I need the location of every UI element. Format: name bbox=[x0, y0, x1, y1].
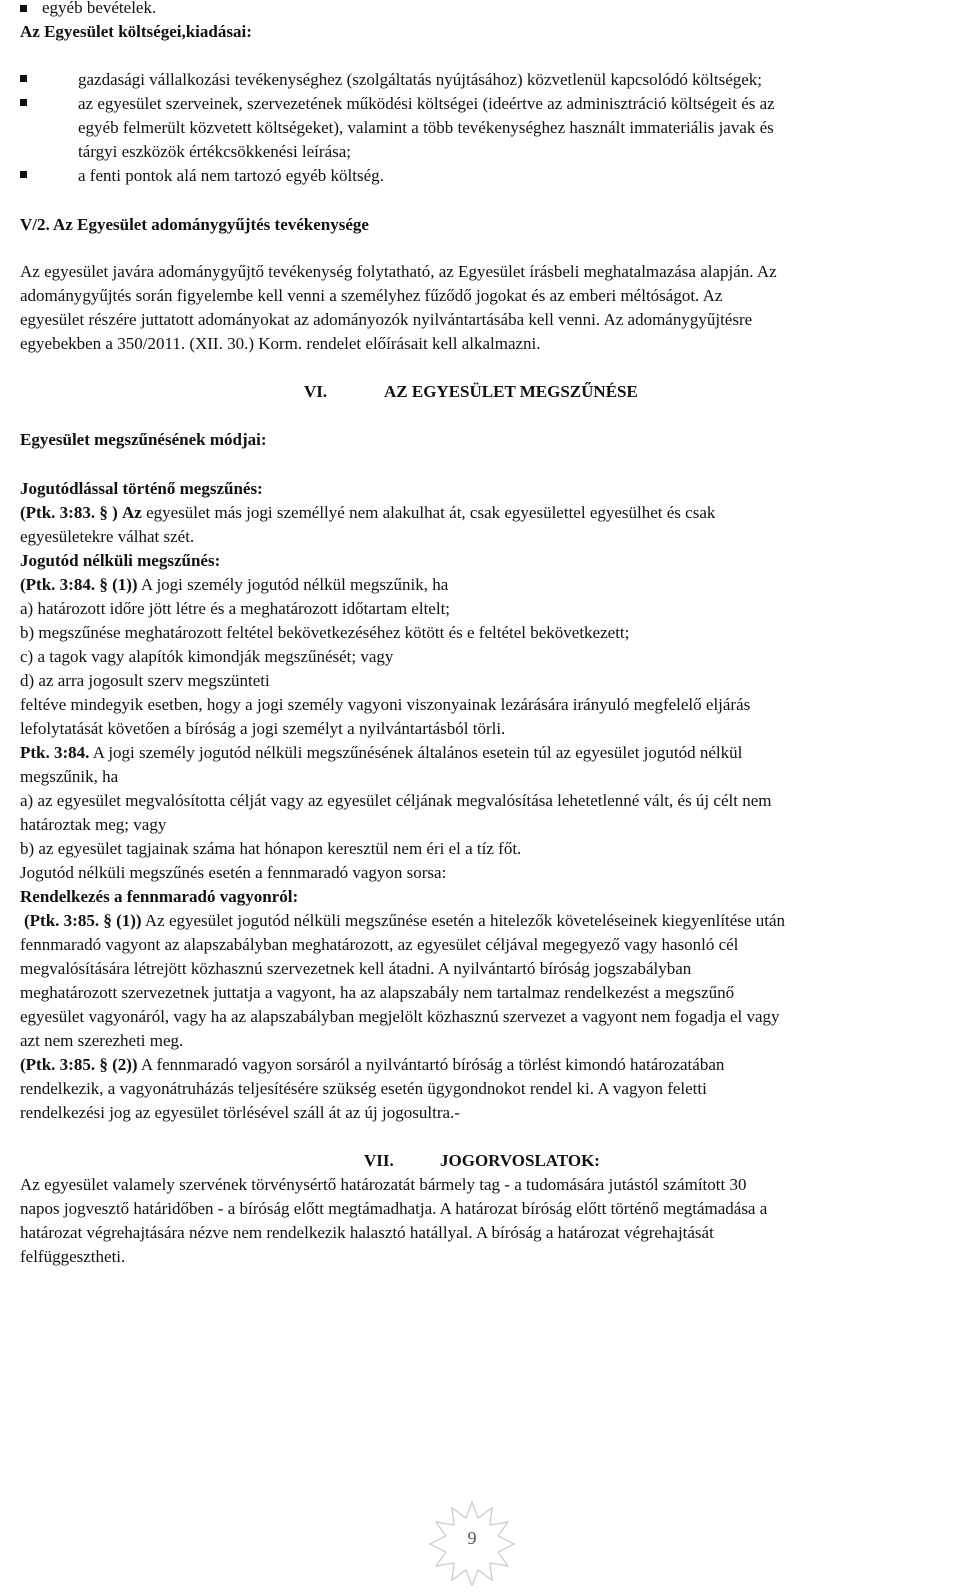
paragraph-line: rendelkezési jog az egyesület törlésével száll át az új jogosultra.- bbox=[20, 1103, 460, 1122]
legal-reference: (Ptk. 3:83. bbox=[20, 503, 96, 522]
paragraph-line: felfüggesztheti. bbox=[20, 1247, 126, 1266]
paragraph-line: egyebekben a 350/2011. (XII. 30.) Korm. rendelet előírásait kell alkalmazni. bbox=[20, 334, 541, 353]
paragraph-line: Az egyesület javára adománygyűjtő tevékenység folytatható, az Egyesület írásbeli meghatalmazása alapján. Az bbox=[20, 262, 777, 281]
paragraph-sign: § bbox=[99, 575, 108, 594]
residual-ref1-line bbox=[24, 909, 785, 933]
costs-heading: Az Egyesület költségei,kiadásai: bbox=[20, 22, 252, 41]
residual-text: Az egyesület jogutód nélküli megszűnése esetén a hitelezők követeléseinek kiegyenlítése után bbox=[144, 911, 785, 930]
paragraph-sign: § bbox=[103, 911, 112, 930]
list-item-continued: tárgyi eszközök értékcsökkenési leírása; bbox=[78, 142, 351, 161]
no-succession-heading: Jogutód nélküli megszűnés: bbox=[20, 551, 221, 570]
paragraph-line: a) határozott időre jött létre és a meghatározott időtartam eltelt; bbox=[20, 599, 451, 618]
list-item: a fenti pontok alá nem tartozó egyéb költség. bbox=[78, 166, 384, 185]
list-item: gazdasági vállalkozási tevékenységhez (szolgáltatás nyújtásához) közvetlenül kapcsolódó költségek; bbox=[78, 70, 763, 89]
paragraph-line: azt nem szerezheti meg. bbox=[20, 1031, 184, 1050]
section-number-vii: VII. bbox=[364, 1151, 394, 1170]
ptk-384-text: A jogi személy jogutód nélküli megszűnésének általános esetein túl az egyesület jogutód nélkül bbox=[92, 743, 743, 762]
succession-ref-line bbox=[20, 501, 715, 525]
legal-reference: (Ptk. 3:85. bbox=[20, 1055, 96, 1074]
legal-reference: Ptk. 3:84. bbox=[20, 743, 90, 762]
residual-heading: Rendelkezés a fennmaradó vagyonról: bbox=[20, 887, 299, 906]
page-number-badge bbox=[428, 1498, 516, 1586]
paragraph-line: egyesület részére juttatott adományokat az adományozók nyilvántartásába kell venni. Az adománygyűjtésre bbox=[20, 310, 753, 329]
section-title-vi: AZ EGYESÜLET MEGSZŰNÉSE bbox=[384, 382, 638, 401]
section-heading-v2: V/2. Az Egyesület adománygyűjtés tevékenysége bbox=[20, 215, 369, 234]
paragraph-line: feltéve mindegyik esetben, hogy a jogi személy vagyoni viszonyainak lezárására irányuló megfelelő eljárás bbox=[20, 695, 751, 714]
paragraph-line: meghatározott szervezetnek juttatja a vagyont, ha az alapszabály nem tartalmaz rendelkezést a megszűnő bbox=[20, 983, 735, 1002]
residual-text: A fennmaradó vagyon sorsáról a nyilvántartó bíróság a törlést kimondó határozatában bbox=[140, 1055, 725, 1074]
subsection: (2)) bbox=[112, 1055, 138, 1074]
list-item: az egyesület szerveinek, szervezetének működési költségei (ideértve az adminisztráció költségeit és az bbox=[78, 94, 775, 113]
bullet-icon bbox=[20, 171, 27, 178]
legal-reference: (Ptk. 3:84. bbox=[20, 575, 96, 594]
paragraph-line: Jogutód nélküli megszűnés esetén a fennmaradó vagyon sorsa: bbox=[20, 863, 447, 882]
paragraph-line: b) megszűnése meghatározott feltétel bekövetkezéséhez kötött és e feltétel bekövetkezett; bbox=[20, 623, 630, 642]
section-title-vii: JOGORVOSLATOK: bbox=[440, 1151, 600, 1170]
paren: ) bbox=[112, 503, 118, 522]
paragraph-line: Az egyesület valamely szervének törvénysértő határozatát bármely tag - a tudomására jutástól számított 30 bbox=[20, 1175, 747, 1194]
paragraph-line: c) a tagok vagy alapítók kimondják megszűnését; vagy bbox=[20, 647, 394, 666]
list-item-continued: egyéb felmerült közvetett költségeket), valamint a több tevékenységhez használt immateriális javak és bbox=[78, 118, 774, 137]
no-succession-intro: A jogi személy jogutód nélkül megszűnik, ha bbox=[140, 575, 449, 594]
succession-heading: Jogutódlással történő megszűnés: bbox=[20, 479, 263, 498]
paragraph-line: megszűnik, ha bbox=[20, 767, 119, 786]
bullet-icon bbox=[20, 75, 27, 82]
subsection: (1)) bbox=[116, 911, 142, 930]
page-number: 9 bbox=[467, 1528, 477, 1548]
list-item: egyéb bevételek. bbox=[42, 0, 157, 17]
paragraph-line: határoztak meg; vagy bbox=[20, 815, 167, 834]
bullet-icon bbox=[20, 5, 27, 12]
legal-reference: (Ptk. 3:85. bbox=[24, 911, 100, 930]
paragraph-sign: § bbox=[99, 503, 108, 522]
paragraph-line: rendelkezik, a vagyonátruházás teljesítésére szükség esetén ügygondnokot rendel ki. A vagyon feletti bbox=[20, 1079, 707, 1098]
bold-start: Az bbox=[122, 503, 142, 522]
paragraph-line: megvalósítására létrejött közhasznú szervezetnek kell átadni. A nyilvántartó bíróság jogszabályban bbox=[20, 959, 692, 978]
paragraph-line: határozat végrehajtására nézve nem rendelkezik halasztó hatállyal. A bíróság a határozat végrehajtását bbox=[20, 1223, 714, 1242]
termination-mode-heading: Egyesület megszűnésének módjai: bbox=[20, 430, 267, 449]
paragraph-line: egyesületekre válhat szét. bbox=[20, 527, 195, 546]
ptk-384-line bbox=[20, 741, 742, 765]
no-succession-ref-line bbox=[20, 573, 448, 597]
bullet-icon bbox=[20, 99, 27, 106]
paragraph-line: egyesület vagyonáról, vagy ha az alapszabályban megjelölt közhasznú szervezet a vagyont nem fogadja el vagy bbox=[20, 1007, 780, 1026]
paragraph-line: a) az egyesület megvalósította célját vagy az egyesület céljának megvalósítása lehetetlenné vált, és új célt nem bbox=[20, 791, 772, 810]
paragraph-line: b) az egyesület tagjainak száma hat hónapon keresztül nem éri el a tíz főt. bbox=[20, 839, 522, 858]
paragraph-line: lefolytatását követően a bíróság a jogi személyt a nyilvántartásból törli. bbox=[20, 719, 506, 738]
paragraph-line: napos jogvesztő határidőben - a bíróság előtt megtámadhatja. A határozat bíróság előtt történő megtámadása a bbox=[20, 1199, 768, 1218]
succession-text: egyesület más jogi személlyé nem alakulhat át, csak egyesülettel egyesülhet és csak bbox=[146, 503, 716, 522]
paragraph-line: d) az arra jogosult szerv megszünteti bbox=[20, 671, 270, 690]
paragraph-line: adománygyűjtés során figyelembe kell venni a személyhez fűződő jogokat és az emberi méltóságot. Az bbox=[20, 286, 723, 305]
section-number-vi: VI. bbox=[304, 382, 328, 401]
paragraph-line: fennmaradó vagyont az alapszabályban meghatározott, az egyesület céljával megegyező vagy hasonló cél bbox=[20, 935, 739, 954]
residual-ref2-line bbox=[20, 1053, 724, 1077]
paragraph-sign: § bbox=[99, 1055, 108, 1074]
subsection: (1)) bbox=[112, 575, 138, 594]
